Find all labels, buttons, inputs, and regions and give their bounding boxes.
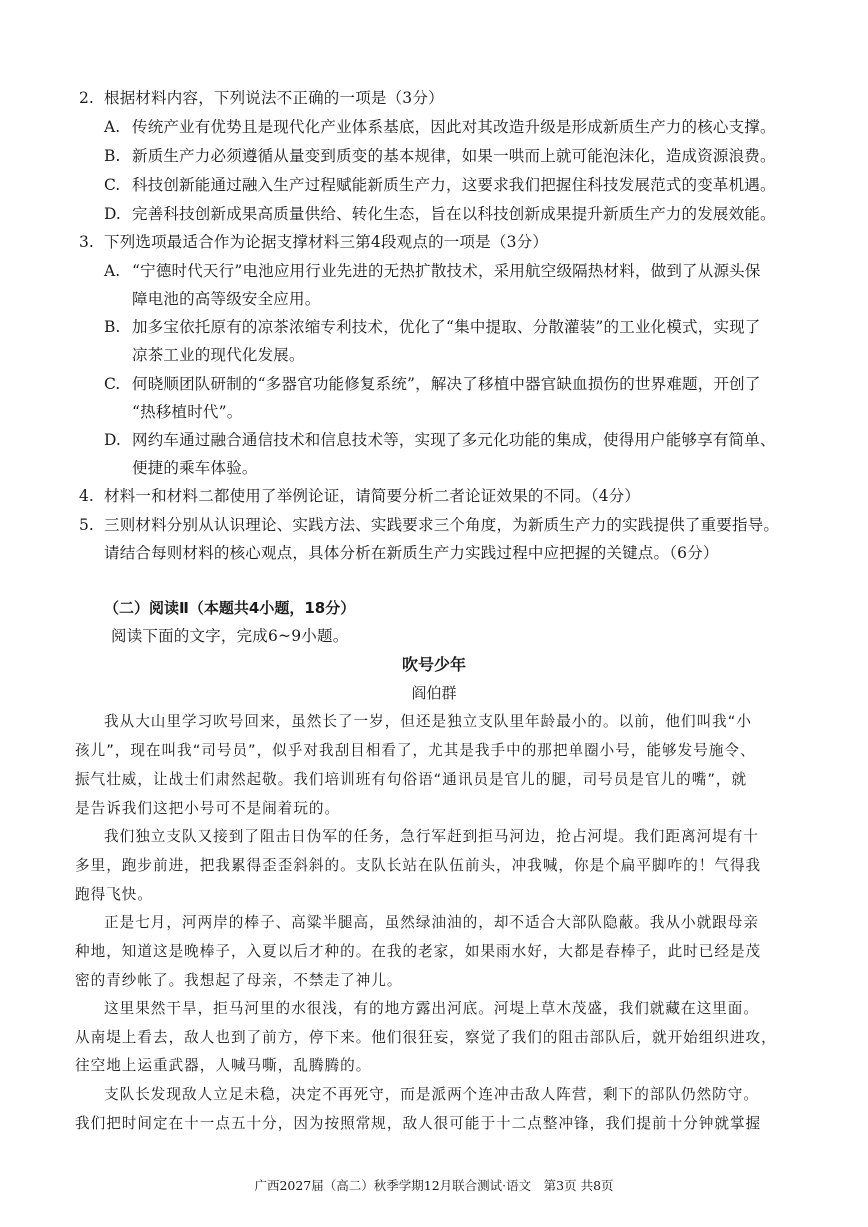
- q3-option-a-letter: A.: [104, 262, 121, 280]
- story-line: 密的青纱帐了。我想起了母亲，不禁走了神儿。: [75, 972, 403, 989]
- story-line: 孩儿”，现在叫我“司号员”，似乎对我刮目相看了，尤其是我手中的那把单圈小号，能够发号施令、: [75, 742, 756, 759]
- q2-option-a-letter: A.: [104, 118, 121, 136]
- question-4-number: 4.: [79, 487, 94, 505]
- section-heading: （二）阅读Ⅱ（本题共4小题，18分）: [104, 599, 356, 617]
- q2-option-b-letter: B.: [104, 147, 121, 165]
- story-line: 是告诉我们这把小号可不是闹着玩的。: [75, 800, 341, 817]
- story-line: 种地，知道这是晚棒子，入夏以后才种的。在我的老家，如果雨水好，大都是春棒子，此时已经是茂: [75, 943, 762, 960]
- q2-option-d-letter: D.: [104, 205, 121, 223]
- q3-option-a-text-line-2: 障电池的高等级安全应用。: [132, 290, 321, 308]
- q3-option-b-text-line-1: 加多宝依托原有的凉茶浓缩专利技术，优化了“集中提取、分散灌装”的工业化模式，实现了: [132, 318, 761, 336]
- story-title: 吹号少年: [401, 655, 466, 674]
- q3-option-d-text-line-1: 网约车通过融合通信技术和信息技术等，实现了多元化功能的集成，使得用户能够享有简单、: [132, 431, 776, 449]
- question-5-number: 5.: [79, 516, 94, 534]
- story-author: 阎伯群: [411, 684, 457, 702]
- question-3-number: 3.: [79, 233, 94, 251]
- q3-option-d-letter: D.: [104, 431, 121, 449]
- q2-option-c-letter: C.: [104, 176, 121, 194]
- story-line: 跑得飞快。: [75, 886, 153, 903]
- question-5-text-line-1: 三则材料分别从认识理论、实践方法、实践要求三个角度，为新质生产力的实践提供了重要指导。: [104, 516, 780, 534]
- story-line: 从南堤上看去，敌人也到了前方，停下来。他们很狂妄，察觉了我们的阻击部队后，就开始组织进攻，: [75, 1029, 777, 1046]
- question-2-number: 2.: [79, 89, 94, 107]
- q2-option-b-text: 新质生产力必须遵循从量变到质变的基本规律，如果一哄而上就可能泡沫化，造成资源浪费。: [132, 147, 776, 165]
- q3-option-d-text-line-2: 便捷的乘车体验。: [132, 459, 258, 477]
- q3-option-a-text-line-1: “宁德时代天行”电池应用行业先进的无热扩散技术，采用航空级隔热材料，做到了从源头保: [132, 262, 761, 280]
- q2-option-a-text: 传统产业有优势且是现代化产业体系基底，因此对其改造升级是形成新质生产力的核心支撑。: [132, 118, 776, 136]
- story-line: 振气壮威，让战士们肃然起敬。我们培训班有句俗语“通讯员是官儿的腿，司号员是官儿的嘴”，就: [75, 771, 748, 788]
- story-line: 这里果然干旱，拒马河里的水很浅，有的地方露出河底。河堤上草木茂盛，我们就藏在这里面。: [104, 1000, 759, 1017]
- story-line: 我们把时间定在十一点五十分，因为按照常规，敌人很可能于十二点整冲锋，我们提前十分钟就掌握: [75, 1115, 762, 1132]
- q3-option-c-text-line-2: “热移植时代”。: [132, 403, 243, 421]
- story-line: 我从大山里学习吹号回来，虽然长了一岁，但还是独立支队里年龄最小的。以前，他们叫我“小: [104, 713, 752, 730]
- q3-option-c-text-line-1: 何晓顺团队研制的“多器官功能修复系统”，解决了移植中器官缺血损伤的世界难题，开创了: [132, 375, 761, 393]
- question-3-stem: 下列选项最适合作为论据支撑材料三第4段观点的一项是（3分）: [104, 233, 549, 251]
- story-line: 往空地上运重武器，人喊马嘶，乱腾腾的。: [75, 1057, 372, 1074]
- section-instruction: 阅读下面的文字，完成6~9小题。: [111, 627, 349, 645]
- q3-option-b-letter: B.: [104, 318, 121, 336]
- story-line: 正是七月，河两岸的棒子、高粱半腿高，虽然绿油油的，却不适合大部队隐蔽。我从小就跟母亲: [104, 914, 759, 931]
- page-footer: 广西2027届（高二）秋季学期12月联合测试·语文 第3页 共8页: [254, 1178, 614, 1193]
- q3-option-c-letter: C.: [104, 375, 121, 393]
- q2-option-c-text: 科技创新能通过融入生产过程赋能新质生产力，这要求我们把握住科技发展范式的变革机遇。: [132, 176, 776, 194]
- story-line: 多里，跑步前进，把我累得歪歪斜斜的。支队长站在队伍前头，冲我喊，你是个扁平脚咋的！气得我: [75, 857, 762, 874]
- question-5-text-line-2: 请结合每则材料的核心观点，具体分析在新质生产力实践过程中应把握的关键点。（6分）: [104, 544, 719, 562]
- q3-option-b-text-line-2: 凉茶工业的现代化发展。: [132, 346, 305, 364]
- question-2-stem: 根据材料内容，下列说法不正确的一项是（3分）: [104, 89, 444, 107]
- story-line: 我们独立支队又接到了阻击日伪军的任务，急行军赶到拒马河边，抢占河堤。我们距离河堤有十: [104, 828, 759, 845]
- question-4-text: 材料一和材料二都使用了举例论证，请简要分析二者论证效果的不同。（4分）: [104, 487, 641, 505]
- q2-option-d-text: 完善科技创新成果高质量供给、转化生态，旨在以科技创新成果提升新质生产力的发展效能。: [132, 205, 776, 223]
- story-line: 支队长发现敌人立足未稳，决定不再死守，而是派两个连冲击敌人阵营，剩下的部队仍然防守。: [104, 1086, 759, 1103]
